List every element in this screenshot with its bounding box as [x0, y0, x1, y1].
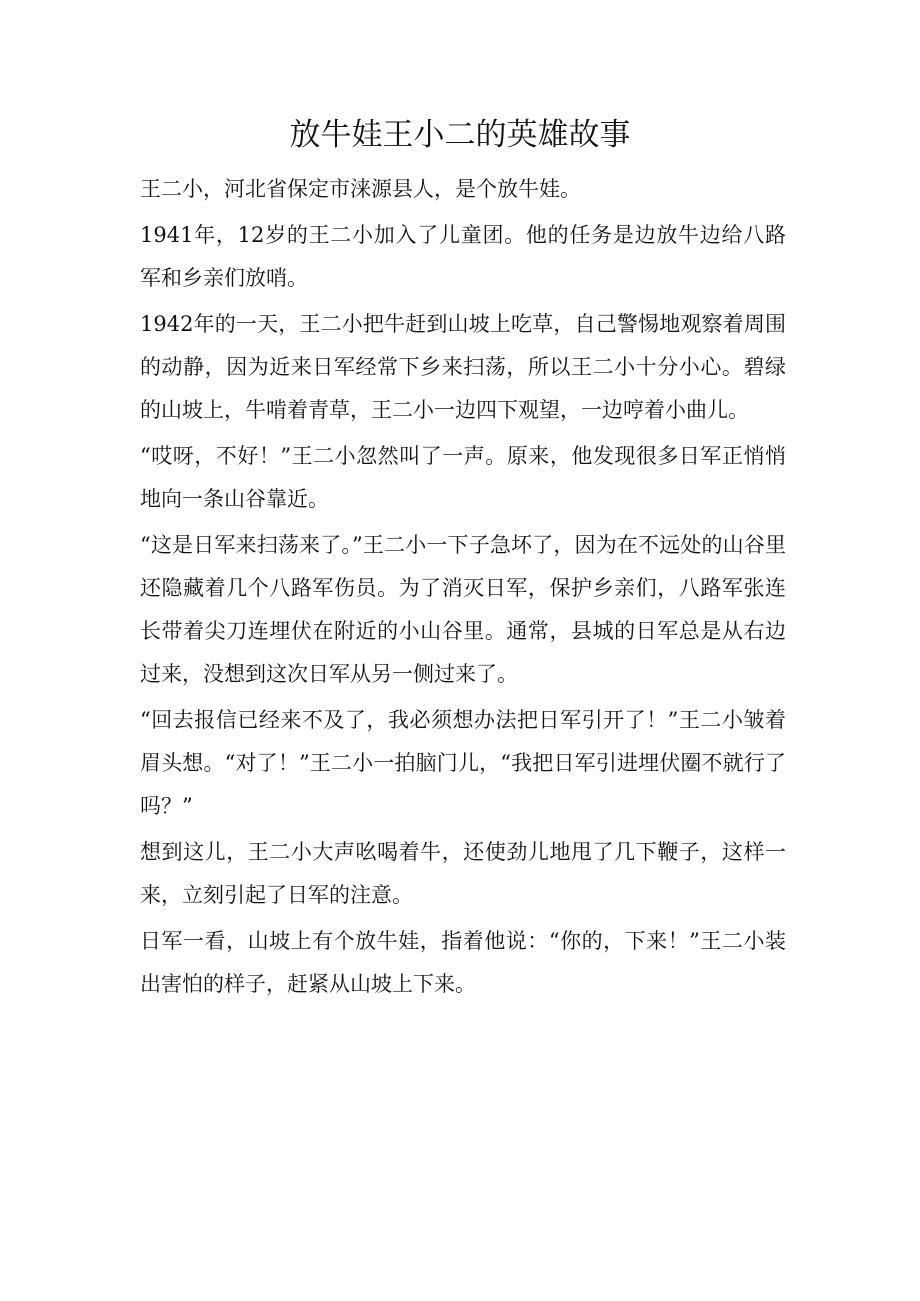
document-body	[140, 168, 786, 1009]
paragraph: “哎呀，不好！”王二小忽然叫了一声。原来，他发现很多日军正悄悄地向一条山谷靠近。	[140, 444, 786, 511]
paragraph: 1942年的一天，王二小把牛赶到山坡上吃草，自己警惕地观察着周围的动静，因为近来日军经常下乡来扫荡，所以王二小十分小心。碧绿的山坡上，牛啃着青草，王二小一边四下观望，一边哼着小曲儿。	[140, 312, 786, 422]
paragraph: “回去报信已经来不及了，我必须想办法把日军引开了！”王二小皱着眉头想。“对了！”王二小一拍脑门儿，“我把日军引进埋伏圈不就行了吗？”	[140, 708, 786, 818]
document-title: 放牛娃王小二的英雄故事	[289, 117, 631, 153]
paragraph: 日军一看，山坡上有个放牛娃，指着他说：“你的，下来！”王二小装出害怕的样子，赶紧从山坡上下来。	[140, 929, 786, 996]
paragraph: 想到这儿，王二小大声吆喝着牛，还使劲儿地甩了几下鞭子，这样一来，立刻引起了日军的注意。	[140, 840, 786, 907]
paragraph: 王二小，河北省保定市涞源县人，是个放牛娃。	[140, 177, 581, 201]
paragraph: “这是日军来扫荡来了。”王二小一下子急坏了，因为在不远处的山谷里还隐藏着几个八路军伤员。为了消灭日军，保护乡亲们，八路军张连长带着尖刀连埋伏在附近的小山谷里。通常，县城的日军总是从右边过来，没想到这次日军从另一侧过来了。	[140, 533, 786, 686]
paragraph: 1941年，12岁的王二小加入了儿童团。他的任务是边放牛边给八路军和乡亲们放哨。	[140, 223, 786, 290]
